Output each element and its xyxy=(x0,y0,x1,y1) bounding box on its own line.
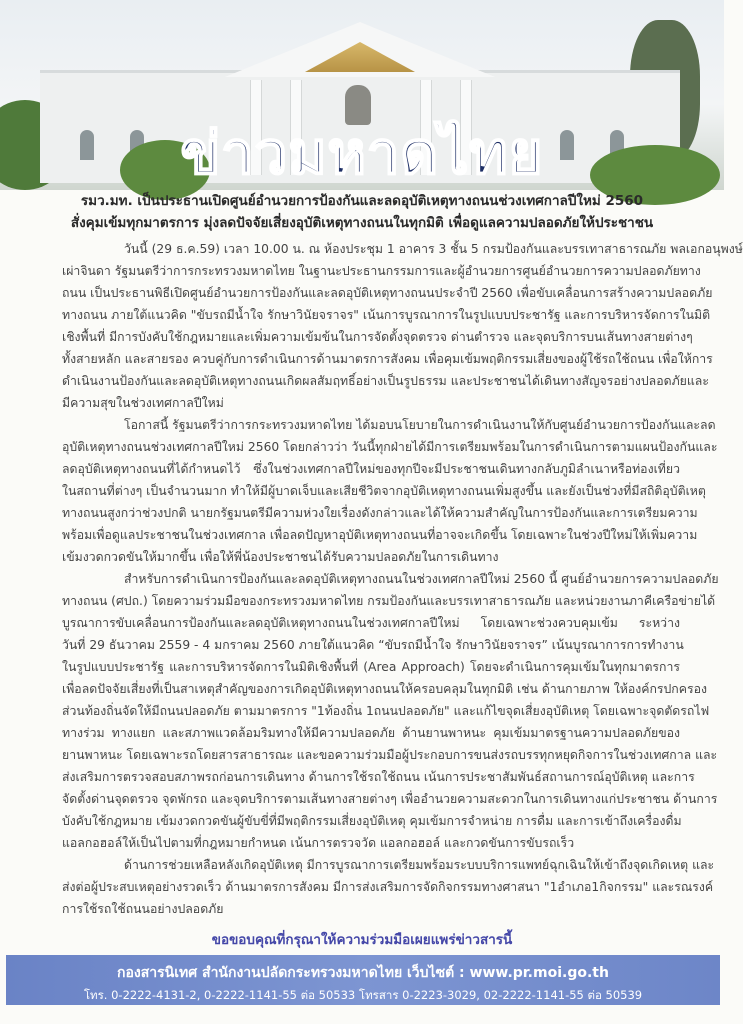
paragraph-line: บูรณาการขับเคลื่อนการป้องกันและลดอุบัติเหตุทางถนนในช่วงเทศกาลปีใหม่ โดยเฉพาะช่วงควบคุมเข้ม ระหว่าง xyxy=(62,616,680,630)
paragraph-line: วันที่ 29 ธันวาคม 2559 - 4 มกราคม 2560 ภายใต้แนวคิด “ขับรถมีน้ำใจ รักษาวินัยจราจร” เน้นบูรณาการการทำงาน xyxy=(62,638,684,652)
paragraph-line: เพื่อลดปัจจัยเสี่ยงที่เป็นสาเหตุสำคัญของการเกิดอุบัติเหตุทางถนนให้ครอบคลุมในทุกมิติ เช่น ด้านกายภาพ ให้องค์กรปกครอง xyxy=(62,682,707,696)
paragraph-line: ดำเนินงานป้องกันและลดอุบัติเหตุทางถนนเกิดผลสัมฤทธิ์อย่างเป็นรูปธรรม และประชาชนได้เดินทางสัญจรอย่างปลอดภัยและ xyxy=(62,374,709,388)
paragraph-line: ในสถานที่ต่างๆ เป็นจำนวนมาก ทำให้มีผู้บาดเจ็บและเสียชีวิตจากอุบัติเหตุทางถนนเพิ่มสูงขึ้น และยังเป็นช่วงที่มีสถิติอุบัติเหตุ xyxy=(62,484,706,498)
paragraph-line: สำหรับการดำเนินการป้องกันและลดอุบัติเหตุทางถนนในช่วงเทศกาลปีใหม่ 2560 นี้ ศูนย์อำนวยการความปลอดภัย xyxy=(124,572,719,586)
paragraph-line: ส่งต่อผู้ประสบเหตุอย่างรวดเร็ว ด้านมาตรการสังคม มีการส่งเสริมการจัดกิจกรรมทางศาสนา "1อำเภอ1กิจกรรม" และรณรงค์ xyxy=(62,880,714,894)
paragraph-line: ทางร่วม ทางแยก และสภาพแวดล้อมริมทางให้มีความปลอดภัย ด้านยานพาหนะ คุมเข้มมาตรฐานความปลอดภัยของ xyxy=(62,726,680,740)
paragraph-line: มีความสุขในช่วงเทศกาลปีใหม่ xyxy=(62,396,224,410)
paragraph-line: ด้านการช่วยเหลือหลังเกิดอุบัติเหตุ มีการบูรณาการเตรียมพร้อมระบบบริการแพทย์ฉุกเฉินให้เข้าถึงจุดเกิดเหตุ และ xyxy=(124,858,715,872)
paragraph-line: ยานพาหนะ โดยเฉพาะรถโดยสารสาธารณะ และขอความร่วมมือผู้ประกอบการขนส่งรถบรรทุกหยุดกิจการในช่วงเทศกาล และ xyxy=(62,748,718,762)
footer-banner xyxy=(6,955,720,1005)
paragraph-line: เผ่าจินดา รัฐมนตรีว่าการกระทรวงมหาดไทย ในฐานะประธานกรรมการและผู้อำนวยการศูนย์อำนวยการความปลอดภัยทาง xyxy=(62,264,701,278)
paragraph-line: เชิงพื้นที่ มีการบังคับใช้กฎหมายและเพิ่มความเข้มข้นในการจัดตั้งจุดตรวจ ด่านตำรวจ และจุดบริการบนเส้นทางสายต่างๆ xyxy=(62,330,693,344)
paragraph-line: ทางถนนสูงกว่าช่วงปกติ นายกรัฐมนตรีมีความห่วงใยเรื่องดังกล่าวและได้ให้ความสำคัญในการป้องกันและการเตรียมความ xyxy=(62,506,698,520)
paragraph-line: ทางถนน ภายใต้แนวคิด "ขับรถมีน้ำใจ รักษาวินัยจราจร" เน้นการบูรณาการในรูปแบบประชารัฐ และการบริหารจัดการในมิติ xyxy=(62,308,711,322)
paragraph-line: จัดตั้งด่านจุดตรวจ จุดพักรถ และจุดบริการตามเส้นทางสายต่างๆ เพื่ออำนวยความสะดวกในการเดินทางแก่ประชาชน ด้านการ xyxy=(62,792,718,806)
paragraph-line: ถนน เป็นประธานพิธีเปิดศูนย์อำนวยการป้องกันและลดอุบัติเหตุทางถนนประจำปี 2560 เพื่อขับเคลื่อนการสร้างความปลอดภัย xyxy=(62,286,713,300)
footer-contact: โทร. 0-2222-4131-2, 0-2222-1141-55 ต่อ 50533 โทรสาร 0-2223-3029, 02-2222-1141-55 ต่อ 50539 xyxy=(83,988,643,1002)
footer-org-website: กองสารนิเทศ สำนักงานปลัดกระทรวงมหาดไทย เว็บไซต์ : www.pr.moi.go.th xyxy=(117,965,609,981)
paragraph-line: ทางถนน (ศปถ.) โดยความร่วมมือของกระทรวงมหาดไทย กรมป้องกันและบรรเทาสาธารณภัย และหน่วยงานภาคีเครือข่ายได้ xyxy=(62,594,716,608)
paragraph-line: บังคับใช้กฎหมาย เข้มงวดกวดขันผู้ขับขี่ที่มีพฤติกรรมเสี่ยงอุบัติเหตุ คุมเข้มการจำหน่าย การดื่ม และการเข้าถึงเครื่องดื่ม xyxy=(62,814,682,828)
headline-line-1: รมว.มท. เป็นประธานเปิดศูนย์อำนวยการป้องกันและลดอุบัติเหตุทางถนนช่วงเทศกาลปีใหม่ 2560 xyxy=(80,193,644,209)
paragraph-line: ทั้งสายหลัก และสายรอง ควบคู่กับการดำเนินการด้านมาตรการสังคม เพื่อคุมเข้มพฤติกรรมเสี่ยงของผู้ใช้รถใช้ถนน เพื่อให้การ xyxy=(62,352,713,366)
thanks-note: ขอขอบคุณที่กรุณาให้ความร่วมมือเผยแพร่ข่าวสารนี้ xyxy=(211,932,513,948)
paragraph-line: ในรูปแบบประชารัฐ และการบริหารจัดการในมิติเชิงพื้นที่ (Area Approach) โดยจะดำเนินการคุมเข้มในทุกมาตรการ xyxy=(62,660,680,674)
paragraph-line: ลดอุบัติเหตุทางถนนที่ได้กำหนดไว้ ซึ่งในช่วงเทศกาลปีใหม่ของทุกปีจะมีประชาชนเดินทางกลับภูมิลำเนาหรือท่องเที่ยว xyxy=(62,462,680,476)
paragraph-line: ส่งเสริมการตรวจสอบสภาพรถก่อนการเดินทาง ด้านการใช้รถใช้ถนน เน้นการประชาสัมพันธ์สถานการณ์อุบัติเหตุ และการ xyxy=(62,770,695,784)
paragraph-line: อุบัติเหตุทางถนนช่วงเทศกาลปีใหม่ 2560 โดยกล่าวว่า วันนี้ทุกฝ่ายได้มีการเตรียมพร้อมในการดำเนินการตามแผนป้องกันและ xyxy=(62,440,718,454)
paragraph-line: วันนี้ (29 ธ.ค.59) เวลา 10.00 น. ณ ห้องประชุม 1 อาคาร 3 ชั้น 5 กรมป้องกันและบรรเทาสาธารณภัย พลเอกอนุพงษ์ xyxy=(124,242,743,256)
paragraph-line: การใช้รถใช้ถนนอย่างปลอดภัย xyxy=(62,902,224,916)
paragraph-line: โอกาสนี้ รัฐมนตรีว่าการกระทรวงมหาดไทย ได้มอบนโยบายในการดำเนินงานให้กับศูนย์อำนวยการป้องกันและลด xyxy=(124,418,716,432)
masthead-title: ข่าวมหาดไทย xyxy=(180,119,544,187)
headline-line-2: สั่งคุมเข้มทุกมาตรการ มุ่งลดปัจจัยเสี่ยงอุบัติเหตุทางถนนในทุกมิติ เพื่อดูแลความปลอดภัยให้ประชาชน xyxy=(70,215,654,231)
paragraph-line: แอลกอฮอล์ให้เป็นไปตามที่กฎหมายกำหนด เน้นการตรวจวัด แอลกอฮอล์ และกวดขันการขับรถเร็ว xyxy=(62,836,575,850)
paragraph-line: พร้อมเพื่อดูแลประชาชนในช่วงเทศกาล เพื่อลดปัญหาอุบัติเหตุทางถนนที่อาจจะเกิดขึ้น โดยเฉพาะในช่วงปีใหม่ให้เพิ่มความ xyxy=(62,528,698,542)
paragraph-line: ส่วนท้องถิ่นจัดให้มีถนนปลอดภัย ตามมาตรการ "1ท้องถิ่น 1ถนนปลอดภัย" และแก้ไขจุดเสี่ยงอุบัติเหตุ โดยเฉพาะจุดตัดรถไฟ xyxy=(62,704,710,718)
paragraph-line: เข้มงวดกวดขันให้มากขึ้น เพื่อให้พี่น้องประชาชนได้รับความปลอดภัยในการเดินทาง xyxy=(62,550,499,564)
